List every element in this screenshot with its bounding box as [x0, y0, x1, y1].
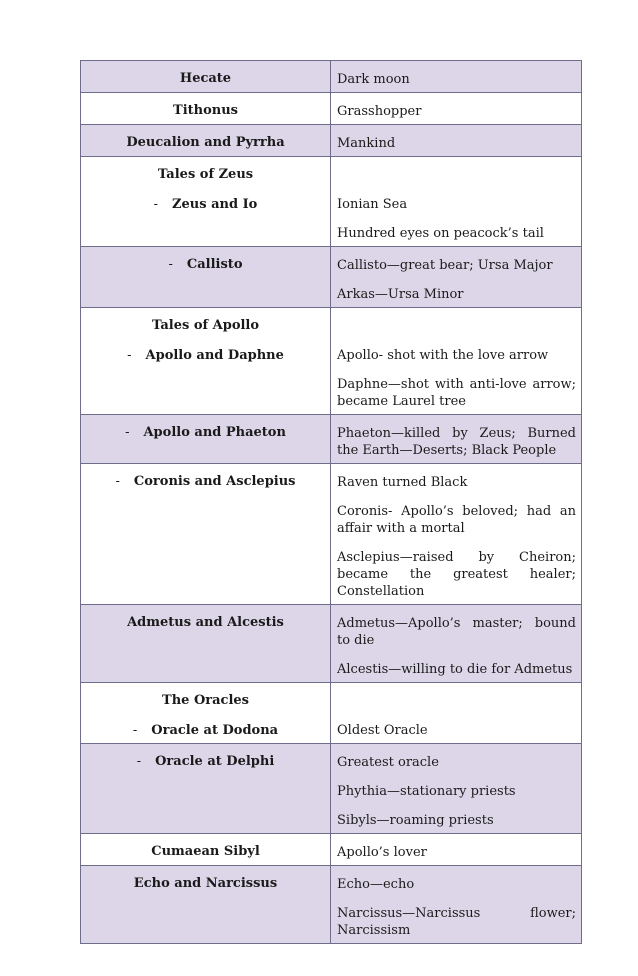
topic-cell: [81, 744, 331, 834]
dash-marker: -: [136, 754, 142, 769]
description-text: Phaeton—killed by Zeus; Burned the Earth—Deserts; Black People: [337, 426, 576, 458]
topic-cell: [81, 415, 331, 464]
table-row: [81, 744, 582, 834]
topic-label: [81, 135, 330, 151]
topic-label: [81, 693, 330, 709]
table-row: [81, 157, 582, 247]
table-row: [81, 125, 582, 157]
dash-marker: -: [132, 723, 138, 738]
topic-text: Tales of Apollo: [151, 318, 260, 333]
topic-label: [81, 615, 330, 631]
dash-marker: -: [168, 257, 173, 272]
description-text: Admetus—Apollo’s master; bound to die: [337, 616, 576, 648]
table-row: [81, 308, 582, 415]
topic-text: Apollo and Daphne: [145, 348, 284, 363]
topic-text: Admetus and Alcestis: [127, 615, 284, 630]
table-row: [81, 605, 582, 683]
topic-cell: [81, 157, 331, 247]
dash-marker: -: [153, 197, 159, 212]
description-text: Apollo’s lover: [337, 845, 427, 860]
topic-text: Tithonus: [173, 103, 238, 118]
description-cell: [331, 308, 582, 415]
description-text: Callisto—great bear; Ursa Major: [337, 258, 553, 273]
table-row: [81, 93, 582, 125]
description-cell: [331, 834, 582, 866]
subtopic-label: [81, 723, 330, 739]
subtopic-label: [81, 348, 330, 364]
topic-text: Hecate: [179, 71, 232, 86]
description-cell: [331, 744, 582, 834]
table-row: [81, 247, 582, 308]
topic-cell: [81, 605, 331, 683]
description-cell: [331, 683, 582, 744]
topic-cell: [81, 683, 331, 744]
table-row: [81, 683, 582, 744]
description-text: [331, 318, 581, 335]
description-text: Mankind: [337, 136, 396, 151]
table-row: [81, 464, 582, 605]
topic-cell: [81, 61, 331, 93]
description-text: Raven turned Black: [337, 475, 468, 490]
topic-label: [81, 167, 330, 183]
dash-marker: -: [125, 425, 130, 440]
topic-label: [81, 876, 330, 892]
description-text: Arkas—Ursa Minor: [337, 287, 464, 302]
topic-text: The Oracles: [162, 693, 249, 708]
topic-cell: [81, 834, 331, 866]
description-text: Asclepius—raised by Cheiron; became the greatest healer; Constellation: [337, 550, 576, 599]
dash-marker: -: [127, 348, 132, 363]
topic-text: Deucalion and Pyrrha: [126, 135, 285, 150]
subtopic-label: [81, 425, 330, 441]
description-text: Coronis- Apollo’s beloved; had an affair with a mortal: [337, 504, 576, 536]
subtopic-label: [81, 474, 330, 490]
topic-cell: [81, 93, 331, 125]
topic-text: Callisto: [186, 257, 243, 272]
topic-text: Oracle at Dodona: [151, 723, 279, 738]
subtopic-label: [81, 197, 330, 213]
topic-text: Oracle at Delphi: [155, 754, 275, 769]
table-row: [81, 61, 582, 93]
subtopic-label: [81, 754, 330, 770]
topic-label: [81, 844, 330, 860]
topic-text: Tales of Zeus: [157, 167, 254, 182]
topic-cell: [81, 247, 331, 308]
table-row: [81, 415, 582, 464]
description-text: Sibyls—roaming priests: [337, 813, 494, 828]
topic-cell: [81, 464, 331, 605]
description-cell: [331, 415, 582, 464]
topic-text: Echo and Narcissus: [133, 876, 278, 891]
description-text: [331, 693, 581, 710]
table-row: [81, 834, 582, 866]
description-text: Alcestis—willing to die for Admetus: [337, 662, 573, 677]
description-text: Greatest oracle: [337, 755, 439, 770]
description-cell: [331, 157, 582, 247]
description-cell: [331, 61, 582, 93]
topic-label: [81, 71, 330, 87]
description-text: Phythia—stationary priests: [337, 784, 516, 799]
topic-text: Cumaean Sibyl: [151, 844, 260, 859]
table-row: [81, 866, 582, 944]
description-text: Ionian Sea: [337, 197, 408, 212]
topic-text: Zeus and Io: [172, 197, 258, 212]
mythology-table: [80, 60, 582, 944]
topic-cell: [81, 866, 331, 944]
description-text: Grasshopper: [337, 104, 422, 119]
description-cell: [331, 866, 582, 944]
description-text: Echo—echo: [337, 877, 415, 892]
description-text: Hundred eyes on peacock’s tail: [337, 226, 544, 241]
subtopic-label: [81, 257, 330, 273]
description-text: Dark moon: [337, 72, 410, 87]
description-cell: [331, 247, 582, 308]
description-cell: [331, 125, 582, 157]
description-text: [331, 167, 581, 184]
description-cell: [331, 464, 582, 605]
topic-label: [81, 103, 330, 119]
topic-cell: [81, 308, 331, 415]
description-text: Oldest Oracle: [337, 723, 428, 738]
description-text: Apollo- shot with the love arrow: [337, 348, 549, 363]
description-cell: [331, 605, 582, 683]
description-cell: [331, 93, 582, 125]
table-body: [81, 61, 582, 944]
description-text: Narcissus—Narcissus flower; Narcissism: [337, 906, 576, 938]
topic-text: Coronis and Asclepius: [133, 474, 296, 489]
description-text: Daphne—shot with anti-love arrow; became Laurel tree: [337, 377, 576, 409]
topic-cell: [81, 125, 331, 157]
dash-marker: -: [115, 474, 120, 489]
topic-text: Apollo and Phaeton: [143, 425, 286, 440]
topic-label: [81, 318, 330, 334]
